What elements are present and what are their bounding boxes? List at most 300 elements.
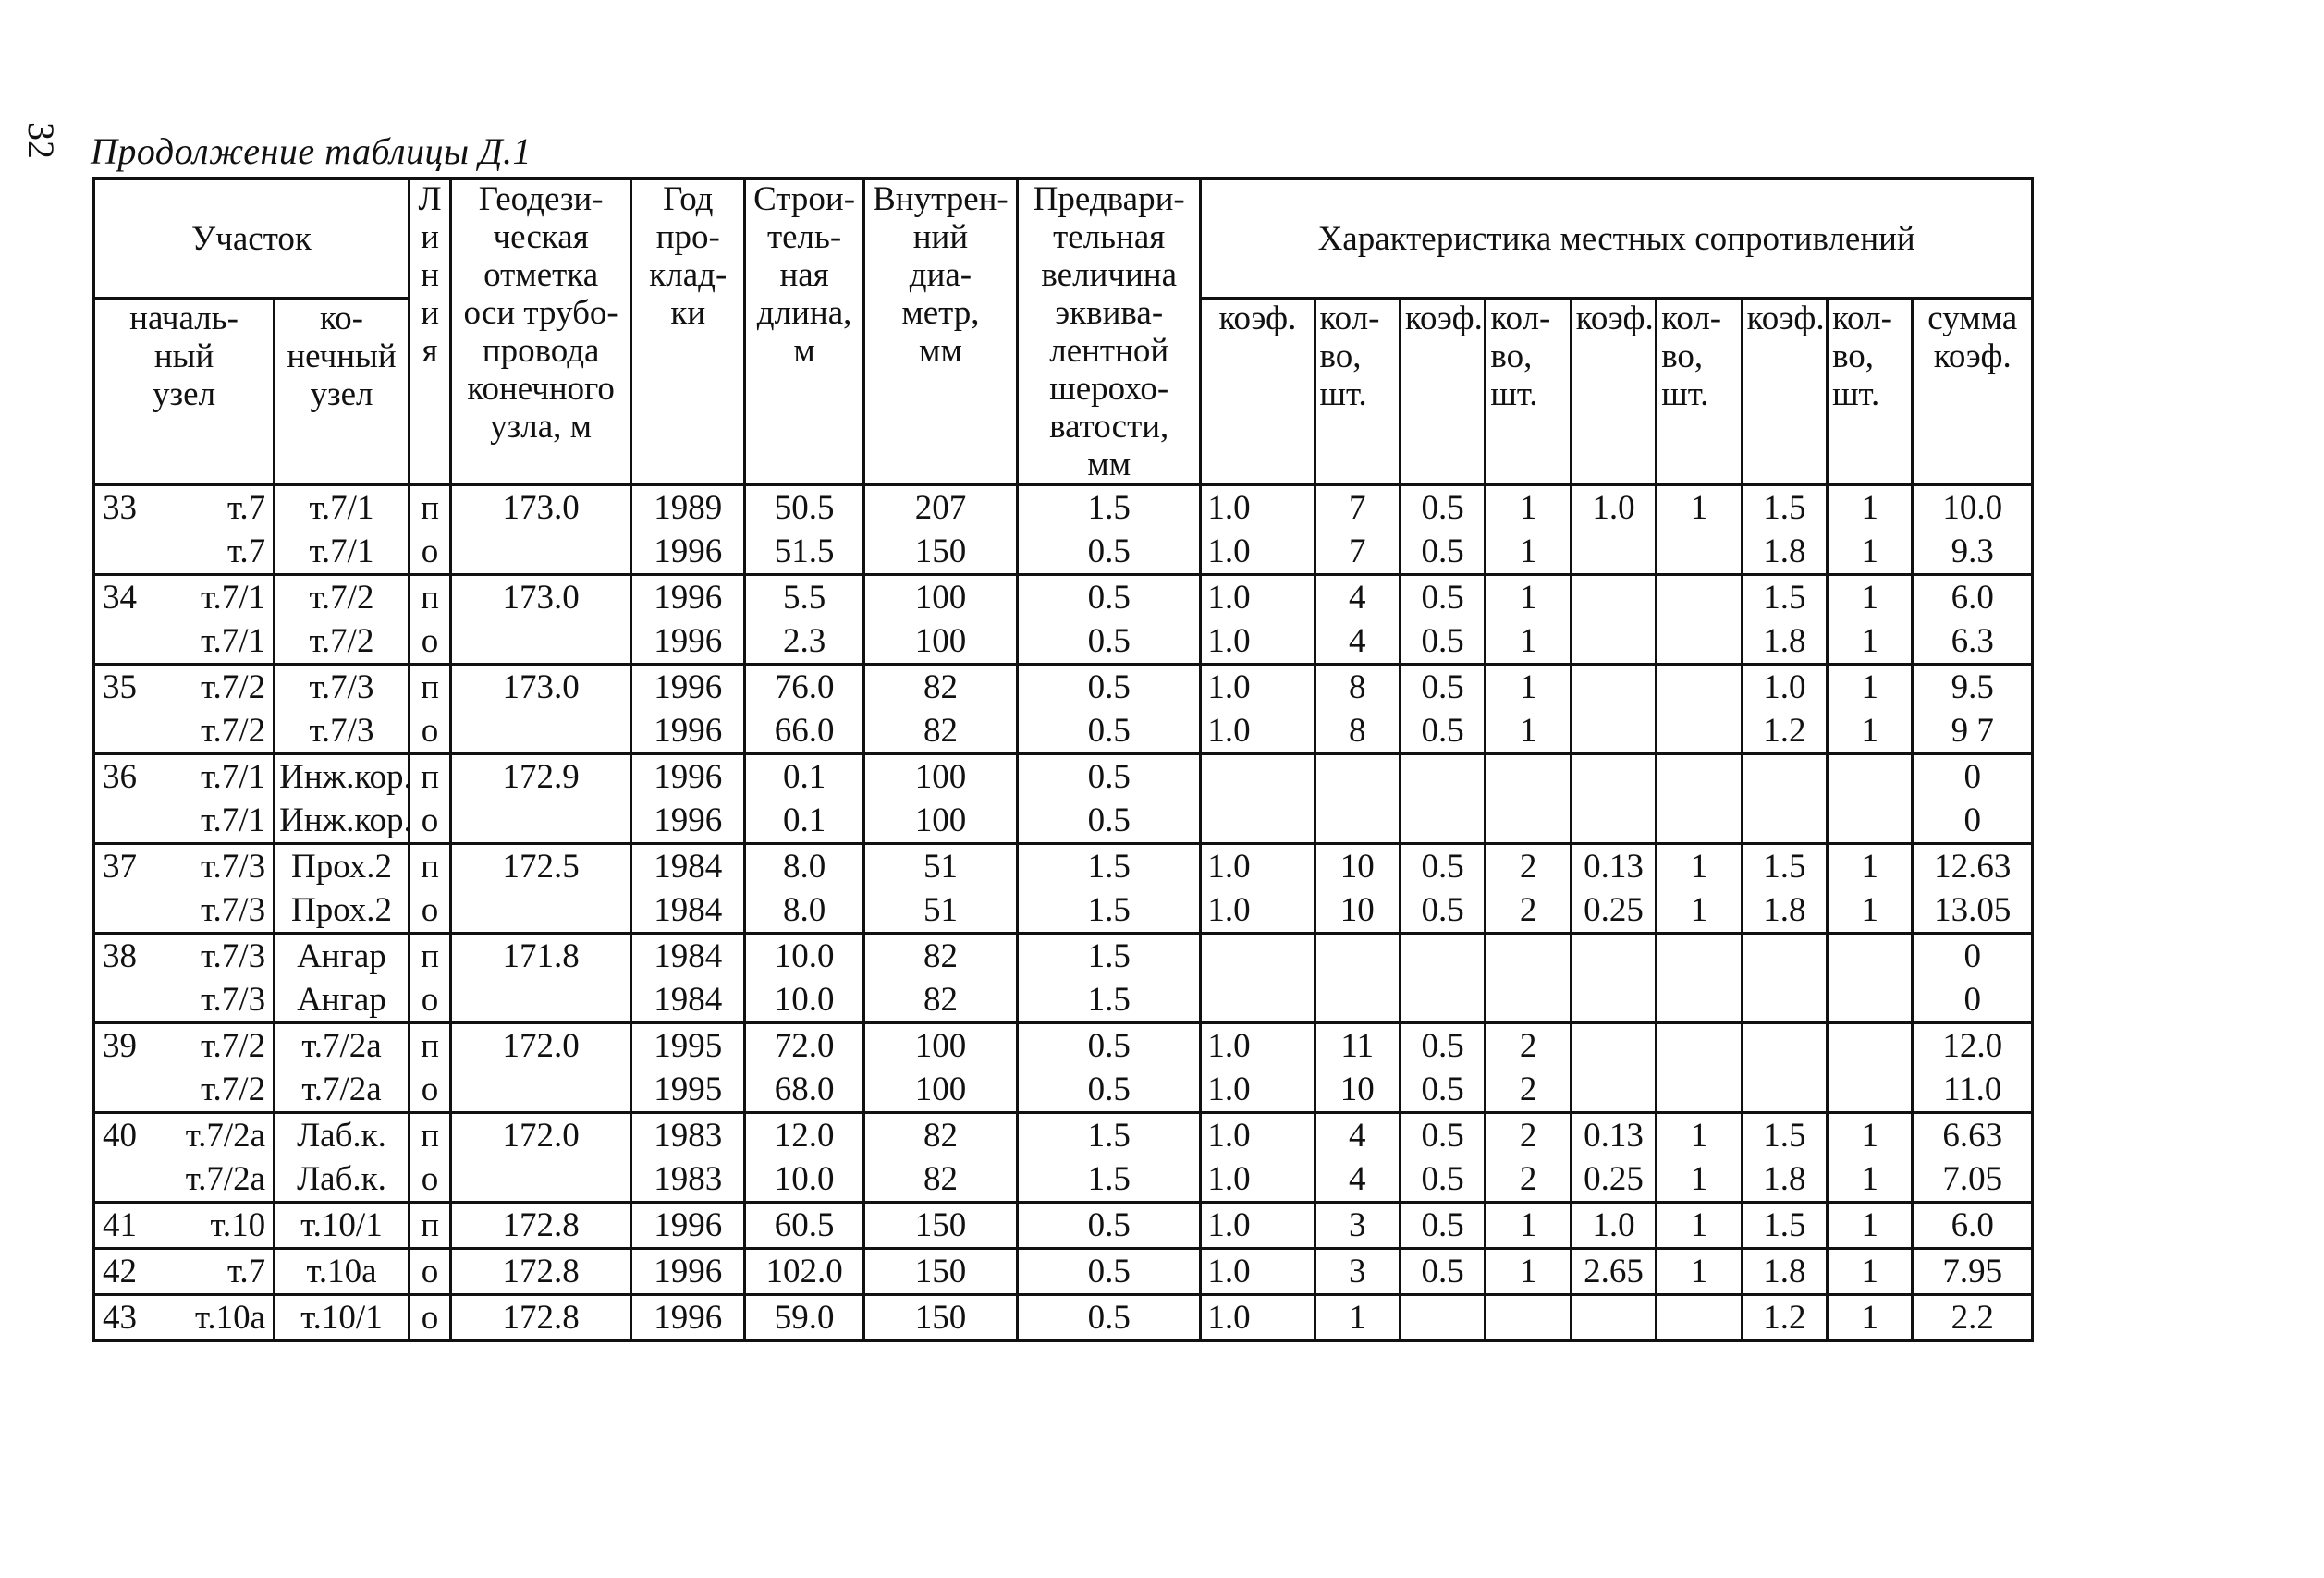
coef-sum-cell: 12.0 [1913,1023,2033,1069]
count-1-cell [1315,934,1400,979]
coef-4-cell: 1.8 [1742,1249,1827,1295]
elevation-cell: 172.8 [451,1295,631,1341]
count-1-cell: 8 [1315,665,1400,710]
header-diam: Внутрен- ний диа- метр, мм [863,179,1017,485]
count-3-cell: 1 [1657,1249,1742,1295]
count-4-cell: 1 [1828,844,1913,889]
coef-2-cell: 0.5 [1400,709,1485,754]
count-1-cell [1315,799,1400,844]
coef-sum-cell: 0 [1913,934,2033,979]
roughness-cell: 1.5 [1018,844,1201,889]
length-cell: 12.0 [745,1113,863,1158]
line-type-cell: п [409,934,450,979]
count-3-cell [1657,1068,1742,1113]
line-type-cell: о [409,1068,450,1113]
roughness-cell: 0.5 [1018,575,1201,620]
count-2-cell: 2 [1486,1113,1571,1158]
coef-4-cell [1742,978,1827,1023]
diameter-cell: 207 [863,485,1017,531]
count-3-cell [1657,978,1742,1023]
count-2-cell [1486,754,1571,800]
coef-sum-cell: 0 [1913,978,2033,1023]
start-node-cell: т.10 [130,1203,275,1249]
coef-sum-cell: 7.95 [1913,1249,2033,1295]
coef-2-cell: 0.5 [1400,619,1485,665]
coef-sum-cell: 9.5 [1913,665,2033,710]
coef-2-cell: 0.5 [1400,485,1485,531]
coef-3-cell: 2.65 [1571,1249,1656,1295]
table-row [94,709,2033,754]
end-node-cell: Инж.кор. [275,754,410,800]
elevation-cell: 171.8 [451,934,631,979]
row-number-cell: 34 [94,575,130,620]
coef-4-cell: 1.2 [1742,1295,1827,1341]
year-cell: 1983 [631,1113,745,1158]
start-node-cell: т.7/1 [130,799,275,844]
roughness-cell: 0.5 [1018,709,1201,754]
count-1-cell: 10 [1315,1068,1400,1113]
end-node-cell: Лаб.к. [275,1113,410,1158]
length-cell: 10.0 [745,1157,863,1203]
coef-sum-cell: 9 7 [1913,709,2033,754]
count-2-cell [1486,934,1571,979]
coef-sum-cell: 12.63 [1913,844,2033,889]
end-node-cell: т.7/1 [275,485,410,531]
count-2-cell: 1 [1486,665,1571,710]
row-number-cell: 40 [94,1113,130,1158]
data-table [92,177,2034,1342]
roughness-cell: 1.5 [1018,888,1201,934]
coef-3-cell [1571,1023,1656,1069]
start-node-cell: т.7/1 [130,619,275,665]
roughness-cell: 1.5 [1018,1157,1201,1203]
start-node-cell: т.10а [130,1295,275,1341]
coef-2-cell: 0.5 [1400,1068,1485,1113]
header-summa: сумма коэф. [1913,299,2033,485]
diameter-cell: 82 [863,1157,1017,1203]
diameter-cell: 51 [863,888,1017,934]
coef-2-cell [1400,799,1485,844]
count-4-cell: 1 [1828,1203,1913,1249]
header-kol-2: кол- во, шт. [1486,299,1571,485]
table-row [94,844,2033,889]
count-4-cell: 1 [1828,1113,1913,1158]
table-caption: Продолжение таблицы Д.1 [91,130,532,172]
length-cell: 72.0 [745,1023,863,1069]
count-2-cell: 1 [1486,619,1571,665]
end-node-cell: Прох.2 [275,888,410,934]
coef-4-cell: 1.8 [1742,1157,1827,1203]
end-node-cell: Прох.2 [275,844,410,889]
table-body [94,485,2033,1341]
coef-2-cell: 0.5 [1400,1023,1485,1069]
diameter-cell: 150 [863,1295,1017,1341]
coef-3-cell [1571,619,1656,665]
year-cell: 1984 [631,888,745,934]
line-type-cell: о [409,978,450,1023]
count-4-cell [1828,799,1913,844]
coef-sum-cell: 0 [1913,754,2033,800]
year-cell: 1996 [631,665,745,710]
start-node-cell: т.7/3 [130,888,275,934]
coef-4-cell: 1.0 [1742,665,1827,710]
count-3-cell: 1 [1657,888,1742,934]
roughness-cell: 0.5 [1018,1203,1201,1249]
end-node-cell: Инж.кор. [275,799,410,844]
length-cell: 60.5 [745,1203,863,1249]
coef-4-cell: 1.5 [1742,575,1827,620]
coef-4-cell [1742,934,1827,979]
header-nach-uzel: началь- ный узел [94,299,275,485]
length-cell: 8.0 [745,844,863,889]
coef-2-cell: 0.5 [1400,1249,1485,1295]
start-node-cell: т.7/1 [130,754,275,800]
diameter-cell: 82 [863,934,1017,979]
length-cell: 76.0 [745,665,863,710]
coef-4-cell: 1.5 [1742,1113,1827,1158]
coef-3-cell [1571,1068,1656,1113]
diameter-cell: 82 [863,1113,1017,1158]
coef-2-cell [1400,754,1485,800]
coef-sum-cell: 11.0 [1913,1068,2033,1113]
table-row [94,1023,2033,1069]
row-number-cell [94,1068,130,1113]
coef-3-cell [1571,799,1656,844]
year-cell: 1996 [631,1249,745,1295]
start-node-cell: т.7/2 [130,709,275,754]
coef-1-cell: 1.0 [1201,1249,1315,1295]
elevation-cell: 172.5 [451,844,631,889]
start-node-cell: т.7/2а [130,1157,275,1203]
coef-4-cell [1742,1023,1827,1069]
coef-1-cell [1201,978,1315,1023]
elevation-cell [451,1068,631,1113]
count-3-cell [1657,619,1742,665]
year-cell: 1995 [631,1023,745,1069]
length-cell: 51.5 [745,530,863,575]
line-type-cell: о [409,888,450,934]
count-2-cell: 1 [1486,530,1571,575]
diameter-cell: 100 [863,754,1017,800]
diameter-cell: 100 [863,1023,1017,1069]
roughness-cell: 0.5 [1018,754,1201,800]
end-node-cell: т.7/1 [275,530,410,575]
coef-4-cell: 1.8 [1742,619,1827,665]
coef-1-cell: 1.0 [1201,665,1315,710]
roughness-cell: 0.5 [1018,1295,1201,1341]
coef-1-cell: 1.0 [1201,844,1315,889]
line-type-cell: п [409,844,450,889]
coef-4-cell [1742,1068,1827,1113]
start-node-cell: т.7/3 [130,844,275,889]
end-node-cell: т.7/2а [275,1068,410,1113]
count-3-cell [1657,1295,1742,1341]
diameter-cell: 100 [863,619,1017,665]
coef-3-cell: 0.25 [1571,888,1656,934]
start-node-cell: т.7/3 [130,934,275,979]
coef-1-cell: 1.0 [1201,709,1315,754]
line-type-cell: п [409,575,450,620]
line-type-cell: п [409,1203,450,1249]
end-node-cell: Ангар [275,934,410,979]
coef-2-cell: 0.5 [1400,665,1485,710]
count-1-cell: 10 [1315,844,1400,889]
coef-1-cell: 1.0 [1201,1295,1315,1341]
year-cell: 1996 [631,754,745,800]
elevation-cell [451,1157,631,1203]
roughness-cell: 0.5 [1018,1249,1201,1295]
coef-sum-cell: 13.05 [1913,888,2033,934]
count-3-cell: 1 [1657,485,1742,531]
start-node-cell: т.7/3 [130,978,275,1023]
count-2-cell: 1 [1486,1249,1571,1295]
header-liniya: Л и н и я [409,179,450,485]
count-4-cell [1828,978,1913,1023]
count-1-cell: 7 [1315,530,1400,575]
coef-4-cell [1742,754,1827,800]
coef-3-cell [1571,575,1656,620]
year-cell: 1984 [631,934,745,979]
header-kon-uzel: ко- нечный узел [275,299,410,485]
roughness-cell: 1.5 [1018,485,1201,531]
count-4-cell: 1 [1828,665,1913,710]
elevation-cell [451,530,631,575]
start-node-cell: т.7 [130,485,275,531]
line-type-cell: о [409,709,450,754]
line-type-cell: п [409,665,450,710]
table-row [94,978,2033,1023]
roughness-cell: 0.5 [1018,1023,1201,1069]
coef-3-cell [1571,934,1656,979]
table-row [94,575,2033,620]
header-sherokh: Предвари- тельная величина эквива- лентной шерохо- ватости, мм [1018,179,1201,485]
row-number-cell: 35 [94,665,130,710]
coef-sum-cell: 2.2 [1913,1295,2033,1341]
coef-1-cell: 1.0 [1201,1113,1315,1158]
coef-2-cell [1400,978,1485,1023]
count-1-cell [1315,754,1400,800]
page-number: 32 [20,122,62,159]
coef-sum-cell: 10.0 [1913,485,2033,531]
row-number-cell [94,1157,130,1203]
row-number-cell: 36 [94,754,130,800]
coef-3-cell: 0.13 [1571,1113,1656,1158]
coef-3-cell: 1.0 [1571,1203,1656,1249]
header-kol-3: кол- во, шт. [1657,299,1742,485]
coef-4-cell: 1.2 [1742,709,1827,754]
table-row [94,1203,2033,1249]
coef-1-cell [1201,934,1315,979]
diameter-cell: 82 [863,709,1017,754]
diameter-cell: 100 [863,799,1017,844]
year-cell: 1996 [631,575,745,620]
header-harakteristika: Характеристика местных сопротивлений [1201,179,2033,299]
count-4-cell: 1 [1828,1295,1913,1341]
count-4-cell [1828,1068,1913,1113]
table-row [94,619,2033,665]
length-cell: 102.0 [745,1249,863,1295]
count-2-cell: 2 [1486,1068,1571,1113]
start-node-cell: т.7/2 [130,1023,275,1069]
count-1-cell: 4 [1315,575,1400,620]
coef-2-cell: 0.5 [1400,575,1485,620]
count-3-cell: 1 [1657,844,1742,889]
row-number-cell [94,799,130,844]
count-3-cell: 1 [1657,1157,1742,1203]
count-4-cell: 1 [1828,1157,1913,1203]
line-type-cell: п [409,1113,450,1158]
table-row [94,1068,2033,1113]
count-2-cell: 2 [1486,1023,1571,1069]
elevation-cell [451,978,631,1023]
row-number-cell: 37 [94,844,130,889]
coef-sum-cell: 6.0 [1913,575,2033,620]
end-node-cell: т.7/3 [275,709,410,754]
elevation-cell [451,888,631,934]
coef-1-cell: 1.0 [1201,1023,1315,1069]
count-3-cell [1657,754,1742,800]
line-type-cell: п [409,1023,450,1069]
year-cell: 1984 [631,978,745,1023]
count-2-cell [1486,799,1571,844]
coef-3-cell [1571,665,1656,710]
table-row [94,1249,2033,1295]
count-2-cell: 1 [1486,485,1571,531]
diameter-cell: 150 [863,1249,1017,1295]
coef-3-cell: 0.13 [1571,844,1656,889]
start-node-cell: т.7/1 [130,575,275,620]
count-4-cell: 1 [1828,485,1913,531]
diameter-cell: 100 [863,1068,1017,1113]
length-cell: 68.0 [745,1068,863,1113]
year-cell: 1996 [631,709,745,754]
coef-2-cell [1400,934,1485,979]
row-number-cell: 33 [94,485,130,531]
count-1-cell: 8 [1315,709,1400,754]
roughness-cell: 0.5 [1018,665,1201,710]
coef-1-cell: 1.0 [1201,530,1315,575]
coef-4-cell: 1.8 [1742,888,1827,934]
count-2-cell: 2 [1486,1157,1571,1203]
year-cell: 1989 [631,485,745,531]
coef-4-cell [1742,799,1827,844]
coef-1-cell: 1.0 [1201,1068,1315,1113]
coef-2-cell: 0.5 [1400,1157,1485,1203]
coef-1-cell: 1.0 [1201,1203,1315,1249]
count-2-cell: 1 [1486,1203,1571,1249]
end-node-cell: т.7/3 [275,665,410,710]
line-type-cell: п [409,485,450,531]
length-cell: 50.5 [745,485,863,531]
count-2-cell: 2 [1486,888,1571,934]
row-number-cell [94,978,130,1023]
end-node-cell: т.7/2 [275,619,410,665]
count-4-cell: 1 [1828,709,1913,754]
diameter-cell: 150 [863,1203,1017,1249]
length-cell: 66.0 [745,709,863,754]
coef-1-cell: 1.0 [1201,575,1315,620]
header-god: Год про- клад- ки [631,179,745,485]
row-number-cell: 39 [94,1023,130,1069]
coef-2-cell: 0.5 [1400,1203,1485,1249]
header-dlina: Строи- тель- ная длина, м [745,179,863,485]
end-node-cell: т.7/2 [275,575,410,620]
start-node-cell: т.7 [130,1249,275,1295]
row-number-cell: 38 [94,934,130,979]
length-cell: 5.5 [745,575,863,620]
coef-1-cell: 1.0 [1201,888,1315,934]
elevation-cell: 172.0 [451,1023,631,1069]
start-node-cell: т.7/2 [130,1068,275,1113]
count-2-cell: 2 [1486,844,1571,889]
coef-1-cell [1201,799,1315,844]
end-node-cell: т.10/1 [275,1295,410,1341]
table-row [94,530,2033,575]
length-cell: 2.3 [745,619,863,665]
coef-1-cell: 1.0 [1201,485,1315,531]
count-1-cell: 7 [1315,485,1400,531]
table-row [94,934,2033,979]
line-type-cell: о [409,619,450,665]
table-row [94,1113,2033,1158]
year-cell: 1996 [631,799,745,844]
coef-3-cell [1571,709,1656,754]
roughness-cell: 1.5 [1018,934,1201,979]
count-1-cell: 10 [1315,888,1400,934]
row-number-cell [94,709,130,754]
count-3-cell [1657,1023,1742,1069]
count-3-cell [1657,575,1742,620]
elevation-cell: 172.8 [451,1249,631,1295]
table-row [94,1157,2033,1203]
year-cell: 1996 [631,1295,745,1341]
count-3-cell: 1 [1657,1113,1742,1158]
count-2-cell: 1 [1486,709,1571,754]
coef-1-cell [1201,754,1315,800]
count-1-cell: 4 [1315,619,1400,665]
count-4-cell [1828,754,1913,800]
count-2-cell [1486,978,1571,1023]
end-node-cell: т.10/1 [275,1203,410,1249]
line-type-cell: о [409,1249,450,1295]
elevation-cell [451,619,631,665]
coef-2-cell: 0.5 [1400,888,1485,934]
header-koef-1: коэф. [1201,299,1315,485]
roughness-cell: 0.5 [1018,1068,1201,1113]
roughness-cell: 1.5 [1018,1113,1201,1158]
count-4-cell: 1 [1828,575,1913,620]
coef-2-cell [1400,1295,1485,1341]
coef-sum-cell: 7.05 [1913,1157,2033,1203]
roughness-cell: 0.5 [1018,619,1201,665]
count-4-cell [1828,934,1913,979]
table-row [94,485,2033,531]
count-4-cell [1828,1023,1913,1069]
end-node-cell: Ангар [275,978,410,1023]
header-koef-2: коэф. [1400,299,1485,485]
count-4-cell: 1 [1828,530,1913,575]
elevation-cell: 172.9 [451,754,631,800]
count-3-cell [1657,665,1742,710]
coef-3-cell: 0.25 [1571,1157,1656,1203]
count-1-cell: 3 [1315,1249,1400,1295]
length-cell: 10.0 [745,978,863,1023]
diameter-cell: 150 [863,530,1017,575]
coef-2-cell: 0.5 [1400,844,1485,889]
coef-3-cell [1571,978,1656,1023]
end-node-cell: т.10а [275,1249,410,1295]
header-koef-3: коэф. [1571,299,1656,485]
